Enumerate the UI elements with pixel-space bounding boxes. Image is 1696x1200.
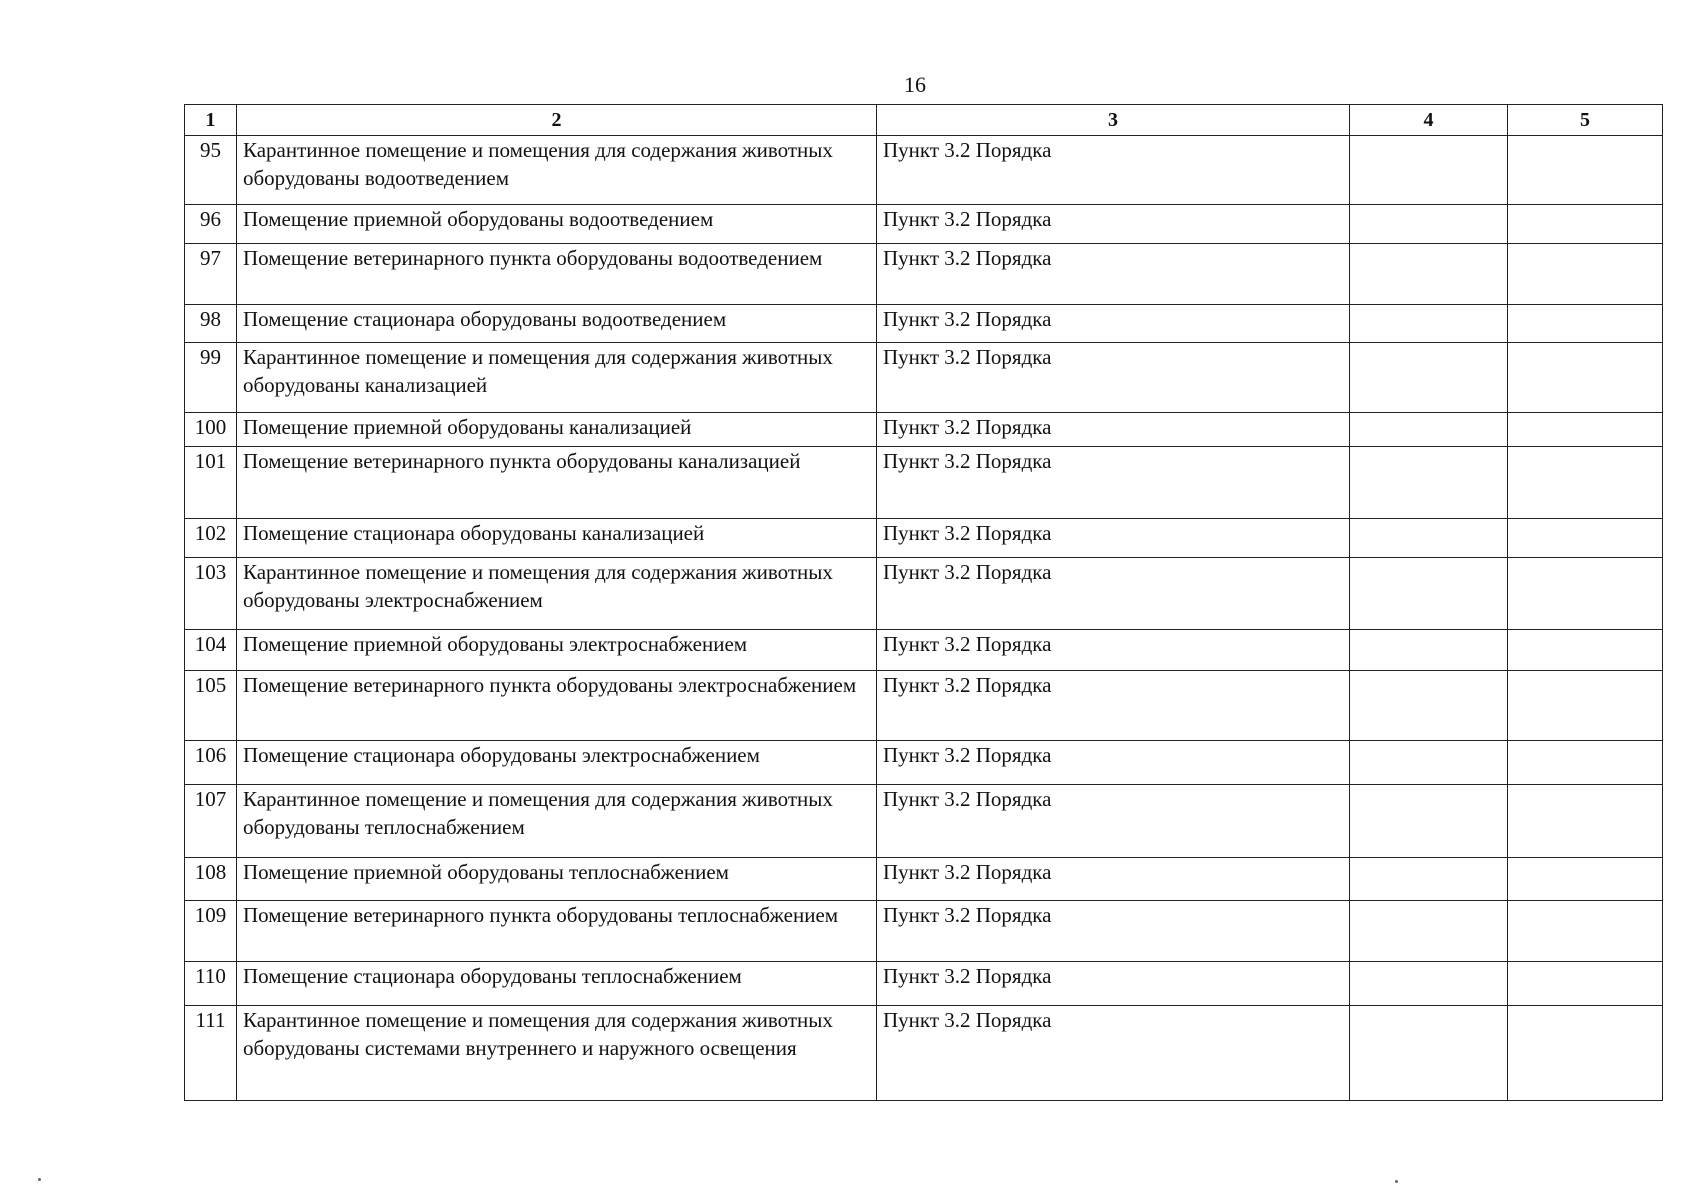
column-header-5: 5 — [1508, 105, 1663, 136]
column-header-3: 3 — [877, 105, 1350, 136]
requirements-table — [184, 104, 1663, 1101]
empty-cell-5 — [1508, 671, 1663, 741]
row-number: 97 — [185, 244, 237, 305]
row-number: 104 — [185, 630, 237, 671]
legal-reference: Пункт 3.2 Порядка — [877, 519, 1350, 558]
row-number: 106 — [185, 741, 237, 785]
empty-cell-4 — [1350, 671, 1508, 741]
table-row — [185, 343, 1663, 413]
table-row — [185, 558, 1663, 630]
empty-cell-4 — [1350, 447, 1508, 519]
empty-cell-5 — [1508, 244, 1663, 305]
legal-reference: Пункт 3.2 Порядка — [877, 343, 1350, 413]
table-row — [185, 1006, 1663, 1101]
legal-reference: Пункт 3.2 Порядка — [877, 858, 1350, 901]
table-row — [185, 858, 1663, 901]
empty-cell-4 — [1350, 343, 1508, 413]
legal-reference: Пункт 3.2 Порядка — [877, 671, 1350, 741]
requirement-text: Карантинное помещение и помещения для содержания животных оборудованы канализацией — [237, 343, 877, 413]
legal-reference: Пункт 3.2 Порядка — [877, 901, 1350, 962]
legal-reference: Пункт 3.2 Порядка — [877, 962, 1350, 1006]
scan-speck — [38, 1178, 41, 1181]
row-number: 107 — [185, 785, 237, 858]
requirement-text: Помещение стационара оборудованы водоотведением — [237, 305, 877, 343]
row-number: 103 — [185, 558, 237, 630]
legal-reference: Пункт 3.2 Порядка — [877, 205, 1350, 244]
requirement-text: Карантинное помещение и помещения для содержания животных оборудованы теплоснабжением — [237, 785, 877, 858]
empty-cell-5 — [1508, 413, 1663, 447]
table-row — [185, 671, 1663, 741]
empty-cell-4 — [1350, 558, 1508, 630]
requirement-text: Помещение ветеринарного пункта оборудованы канализацией — [237, 447, 877, 519]
empty-cell-4 — [1350, 785, 1508, 858]
empty-cell-5 — [1508, 558, 1663, 630]
empty-cell-4 — [1350, 136, 1508, 205]
requirement-text: Помещение ветеринарного пункта оборудованы электроснабжением — [237, 671, 877, 741]
table-row — [185, 447, 1663, 519]
legal-reference: Пункт 3.2 Порядка — [877, 136, 1350, 205]
empty-cell-4 — [1350, 205, 1508, 244]
requirement-text: Карантинное помещение и помещения для содержания животных оборудованы водоотведением — [237, 136, 877, 205]
table-row — [185, 962, 1663, 1006]
requirement-text: Карантинное помещение и помещения для содержания животных оборудованы системами внутреннего и наружного освещения — [237, 1006, 877, 1101]
empty-cell-4 — [1350, 901, 1508, 962]
column-header-4: 4 — [1350, 105, 1508, 136]
scan-speck — [1395, 1180, 1398, 1183]
empty-cell-5 — [1508, 305, 1663, 343]
empty-cell-5 — [1508, 343, 1663, 413]
legal-reference: Пункт 3.2 Порядка — [877, 305, 1350, 343]
requirement-text: Помещение приемной оборудованы теплоснабжением — [237, 858, 877, 901]
empty-cell-5 — [1508, 901, 1663, 962]
empty-cell-4 — [1350, 519, 1508, 558]
empty-cell-4 — [1350, 244, 1508, 305]
empty-cell-5 — [1508, 858, 1663, 901]
requirement-text: Карантинное помещение и помещения для содержания животных оборудованы электроснабжением — [237, 558, 877, 630]
column-header-1: 1 — [185, 105, 237, 136]
table-row — [185, 901, 1663, 962]
empty-cell-5 — [1508, 519, 1663, 558]
empty-cell-4 — [1350, 741, 1508, 785]
table-body — [185, 136, 1663, 1101]
empty-cell-5 — [1508, 1006, 1663, 1101]
legal-reference: Пункт 3.2 Порядка — [877, 244, 1350, 305]
empty-cell-4 — [1350, 962, 1508, 1006]
requirement-text: Помещение стационара оборудованы электроснабжением — [237, 741, 877, 785]
legal-reference: Пункт 3.2 Порядка — [877, 741, 1350, 785]
requirement-text: Помещение приемной оборудованы канализацией — [237, 413, 877, 447]
table-row — [185, 519, 1663, 558]
table-row — [185, 205, 1663, 244]
legal-reference: Пункт 3.2 Порядка — [877, 447, 1350, 519]
row-number: 98 — [185, 305, 237, 343]
legal-reference: Пункт 3.2 Порядка — [877, 558, 1350, 630]
empty-cell-5 — [1508, 205, 1663, 244]
row-number: 102 — [185, 519, 237, 558]
row-number: 108 — [185, 858, 237, 901]
table-header-row — [185, 105, 1663, 136]
requirement-text: Помещение приемной оборудованы водоотведением — [237, 205, 877, 244]
row-number: 105 — [185, 671, 237, 741]
legal-reference: Пункт 3.2 Порядка — [877, 785, 1350, 858]
requirement-text: Помещение ветеринарного пункта оборудованы водоотведением — [237, 244, 877, 305]
requirement-text: Помещение стационара оборудованы теплоснабжением — [237, 962, 877, 1006]
empty-cell-4 — [1350, 413, 1508, 447]
empty-cell-4 — [1350, 630, 1508, 671]
empty-cell-4 — [1350, 858, 1508, 901]
empty-cell-5 — [1508, 136, 1663, 205]
requirement-text: Помещение стационара оборудованы канализацией — [237, 519, 877, 558]
legal-reference: Пункт 3.2 Порядка — [877, 413, 1350, 447]
row-number: 110 — [185, 962, 237, 1006]
table-row — [185, 305, 1663, 343]
row-number: 95 — [185, 136, 237, 205]
row-number: 96 — [185, 205, 237, 244]
empty-cell-5 — [1508, 447, 1663, 519]
empty-cell-4 — [1350, 305, 1508, 343]
table-row — [185, 244, 1663, 305]
table-row — [185, 136, 1663, 205]
table-row — [185, 785, 1663, 858]
empty-cell-4 — [1350, 1006, 1508, 1101]
row-number: 109 — [185, 901, 237, 962]
row-number: 101 — [185, 447, 237, 519]
row-number: 111 — [185, 1006, 237, 1101]
table-row — [185, 413, 1663, 447]
row-number: 100 — [185, 413, 237, 447]
column-header-2: 2 — [237, 105, 877, 136]
empty-cell-5 — [1508, 962, 1663, 1006]
page-number: 16 — [904, 72, 926, 97]
requirement-text: Помещение ветеринарного пункта оборудованы теплоснабжением — [237, 901, 877, 962]
empty-cell-5 — [1508, 630, 1663, 671]
legal-reference: Пункт 3.2 Порядка — [877, 630, 1350, 671]
table-row — [185, 741, 1663, 785]
empty-cell-5 — [1508, 785, 1663, 858]
legal-reference: Пункт 3.2 Порядка — [877, 1006, 1350, 1101]
empty-cell-5 — [1508, 741, 1663, 785]
requirement-text: Помещение приемной оборудованы электроснабжением — [237, 630, 877, 671]
table-row — [185, 630, 1663, 671]
row-number: 99 — [185, 343, 237, 413]
